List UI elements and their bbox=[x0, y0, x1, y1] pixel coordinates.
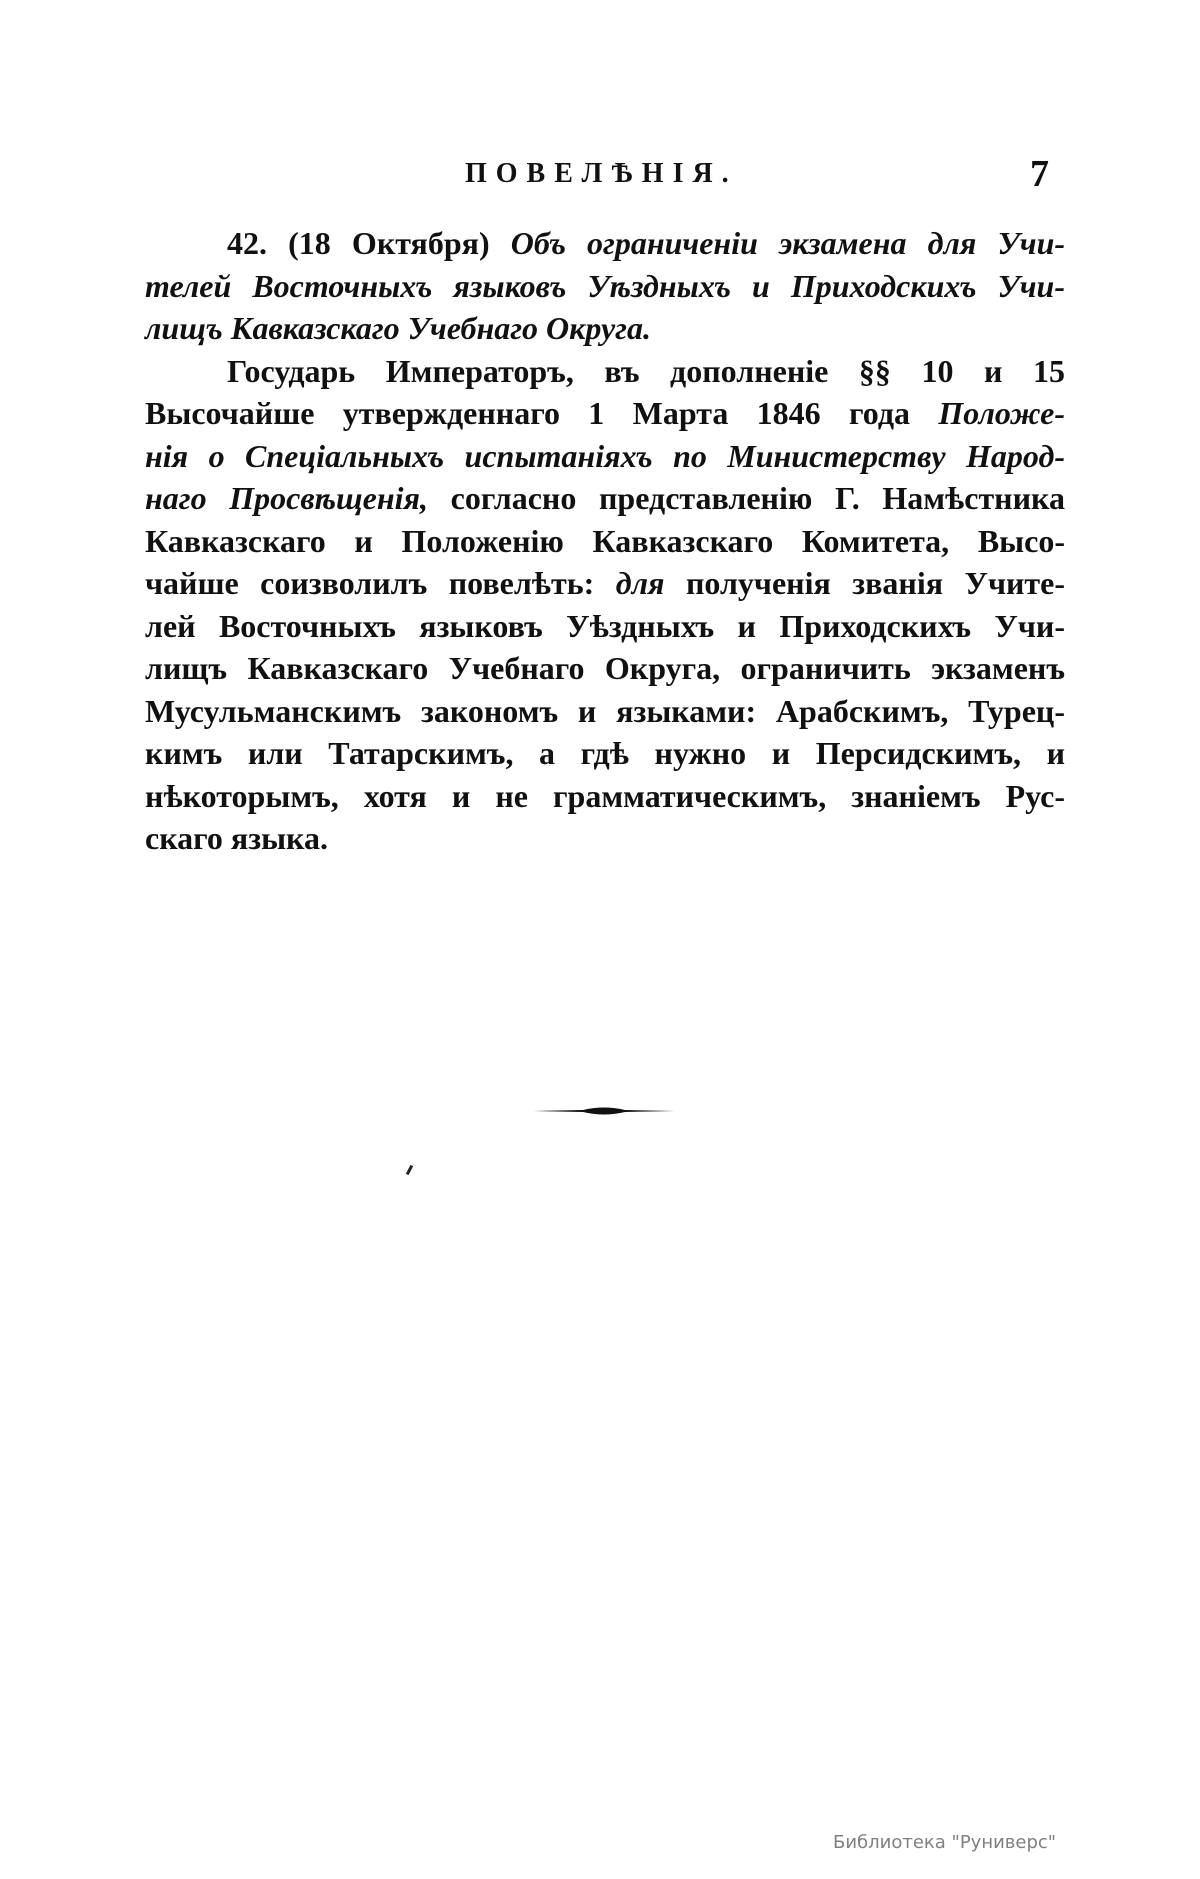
body-line-text: чайше соизволилъ повелѣть: bbox=[145, 565, 616, 601]
body-line-text: полученія званія Учите- bbox=[664, 565, 1066, 601]
body-line bbox=[145, 477, 1065, 520]
body-line-text: Высочайше утвержденнаго 1 Марта 1846 года bbox=[145, 395, 939, 431]
end-ornament bbox=[533, 1104, 675, 1118]
body-line-italic: для bbox=[615, 565, 665, 601]
library-watermark: Библиотека "Руниверс" bbox=[833, 1832, 1057, 1853]
page-number: 7 bbox=[1030, 153, 1049, 195]
body-line: лищъ Кавказскаго Учебнаго Округа, ограничить экзаменъ bbox=[145, 650, 1065, 686]
article-date: (18 Октября) bbox=[288, 225, 490, 261]
running-title: ПОВЕЛѢНІЯ. bbox=[465, 158, 738, 189]
body-line bbox=[145, 562, 1065, 605]
ink-speck bbox=[406, 1165, 413, 1175]
body-line: нія о Спеціальныхъ испытаніяхъ по Министерству Народ- bbox=[145, 437, 1065, 474]
body-line: Кавказскаго и Положенію Кавказскаго Комитета, Высо- bbox=[145, 522, 1065, 559]
article-number: 42. bbox=[227, 225, 267, 261]
body-line: нѣкоторымъ, хотя и не грамматическимъ, знаніемъ Рус- bbox=[145, 777, 1065, 814]
body-line-italic: наго Просвѣщенія, bbox=[145, 480, 428, 516]
article-title-fragment: Объ ограниченіи экзамена для Учи- bbox=[510, 225, 1066, 261]
body-line: лей Восточныхъ языковъ Уѣздныхъ и Приходскихъ Учи- bbox=[145, 607, 1065, 644]
body-line: кимъ или Татарскимъ, а гдѣ нужно и Персидскимъ, и bbox=[145, 735, 1065, 771]
article-text bbox=[145, 222, 1065, 860]
body-line-text: согласно представленію Г. Намѣстника bbox=[427, 480, 1065, 516]
running-head bbox=[0, 153, 1200, 198]
body-line-italic: Положе- bbox=[938, 395, 1065, 431]
body-line bbox=[145, 392, 1065, 435]
body-line: скаго языка. bbox=[145, 820, 328, 856]
body-line: Мусульманскимъ закономъ и языками: Арабскимъ, Турец- bbox=[145, 692, 1065, 729]
article-heading-line: лищъ Кавказскаго Учебнаго Округа. bbox=[145, 310, 651, 346]
body-line: Государь Императоръ, въ дополненіе §§ 10 и 15 bbox=[227, 352, 1065, 389]
article-heading-line: телей Восточныхъ языковъ Уѣздныхъ и Приходскихъ Учи- bbox=[145, 267, 1065, 304]
article-heading-line bbox=[145, 222, 1065, 265]
